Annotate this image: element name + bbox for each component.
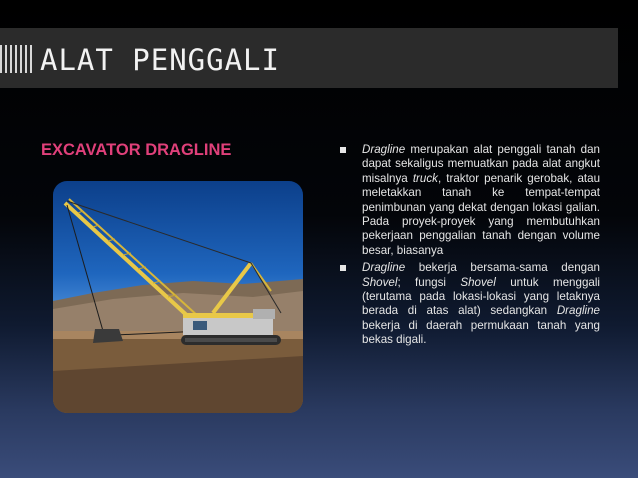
- text-segment: ; fungsi: [397, 275, 461, 289]
- bullet-item: [340, 261, 600, 347]
- title-stripes-decoration: [0, 45, 32, 73]
- square-bullet-icon: [340, 265, 346, 271]
- bullet-text: [362, 143, 600, 257]
- text-segment: bekerja bersama-sama dengan: [405, 261, 600, 275]
- term-dragline: Dragline: [556, 304, 600, 318]
- term-dragline: Dragline: [362, 261, 406, 275]
- term-shovel: Shovel: [460, 275, 496, 289]
- text-segment: untuk menggali (terutama pada lokasi-lokasi yang letaknya berada di atas alat) sedangkan: [362, 275, 600, 318]
- text-segment: merupakan alat penggali tanah dan dapat sekaligus memuatkan pada alat angkut misalnya: [362, 143, 600, 185]
- content-bullets: [340, 143, 600, 351]
- dragline-excavator-photo: [53, 181, 303, 413]
- text-segment: , traktor penarik gerobak, atau meletakkan tanah ke tempat-tempat penimbunan yang dekat dengan lokasi galian. Pada proyek-proyek yang membutuhkan pekerjaan penggalian tanah dengan volume besar, biasanya: [362, 171, 601, 257]
- bullet-text: [362, 261, 600, 346]
- slide-subtitle: EXCAVATOR DRAGLINE: [41, 141, 232, 159]
- term-dragline: Dragline: [362, 143, 406, 156]
- bullet-item: [340, 143, 600, 258]
- term-truck: truck: [412, 171, 438, 185]
- square-bullet-icon: [340, 147, 346, 153]
- term-shovel: Shovel: [362, 275, 398, 289]
- text-segment: bekerja di daerah permukaan tanah yang bekas digali.: [362, 318, 600, 347]
- slide-title: ALAT PENGGALI: [40, 43, 280, 77]
